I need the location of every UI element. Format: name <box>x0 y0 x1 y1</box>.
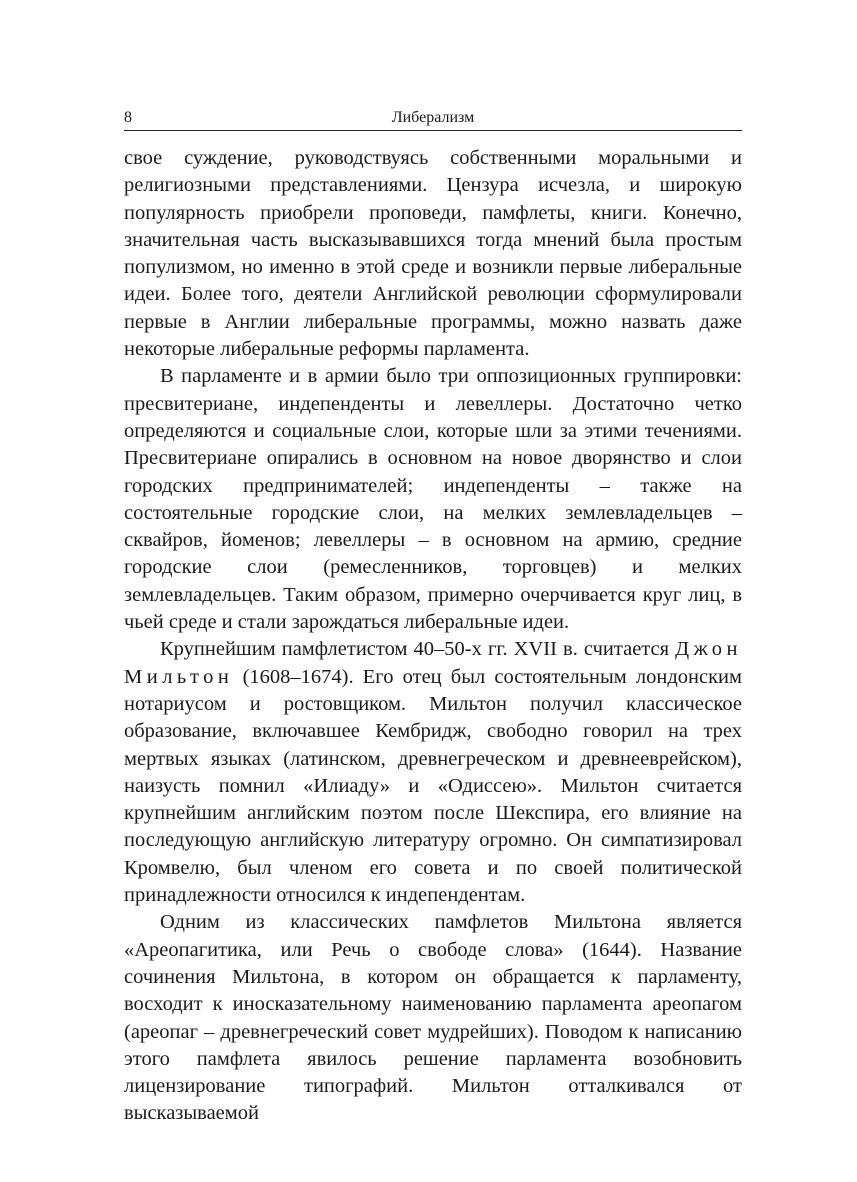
body-text <box>124 145 742 1128</box>
paragraph-1: свое суждение, руководствуясь собственными моральными и религиозными представлениями. Цензура исчезла, и широкую популярность приобрели проповеди, памфлеты, книги. Конечно, значительная часть высказывавшихся тогда мнений была простым популизмом, но именно в этой среде и возникли первые либеральные идеи. Более того, деятели Английской революции сформулировали первые в Англии либеральные программы, можно назвать даже некоторые либеральные реформы парламента. <box>124 147 742 361</box>
paragraph-2: В парламенте и в армии было три оппозиционных группировки: пресвитериане, индепенденты и левеллеры. Достаточно четко определяются и социальные слои, которые шли за этими течениями. Пресвитериане опирались в основном на новое дворянство и слои городских предпринимателей; индепенденты – также на состоятельные городские слои, на мелких землевладельцев – сквайров, йоменов; левеллеры – в основном на армию, средние городские слои (ремесленников, торговцев) и мелких землевладельцев. Таким образом, примерно очерчивается круг лиц, в чьей среде и стали зарождаться либеральные идеи. <box>124 365 742 634</box>
book-page <box>124 106 742 1128</box>
page-number: 8 <box>124 109 132 126</box>
running-title: Либерализм <box>391 109 475 126</box>
running-header <box>124 106 742 131</box>
paragraph-4: Одним из классических памфлетов Мильтона является «Ареопагитика, или Речь о свободе слова» (1644). Название сочинения Мильтона, в котором он обращается к парламенту, восходит к иносказательному наименованию парламента ареопагом (ареопаг – древнегреческий совет мудрейших). Поводом к написанию этого памфлета явилось решение парламента возобновить лицензирование типографий. Мильтон отталкивался от высказываемой <box>124 911 742 1125</box>
author-name-spaced: Джон Мильтон <box>124 638 742 688</box>
paragraph-3-lead: Крупнейшим памфлетистом 40–50-х гг. XVII в. считается <box>160 638 676 661</box>
paragraph-3 <box>124 636 742 909</box>
paragraph-3-rest: (1608–1674). Его отец был состоятельным лондонским нотариусом и ростовщиком. Мильтон получил классическое образование, включавшее Кембридж, свободно говорил на трех мертвых языках (латинском, древнегреческом и древнееврейском), наизусть помнил «Илиаду» и «Одиссею». Мильтон считается крупнейшим английским поэтом после Шекспира, его влияние на последующую английскую литературу огромно. Он симпатизировал Кромвелю, был членом его совета и по своей политической принадлежности относился к индепендентам. <box>124 665 742 907</box>
